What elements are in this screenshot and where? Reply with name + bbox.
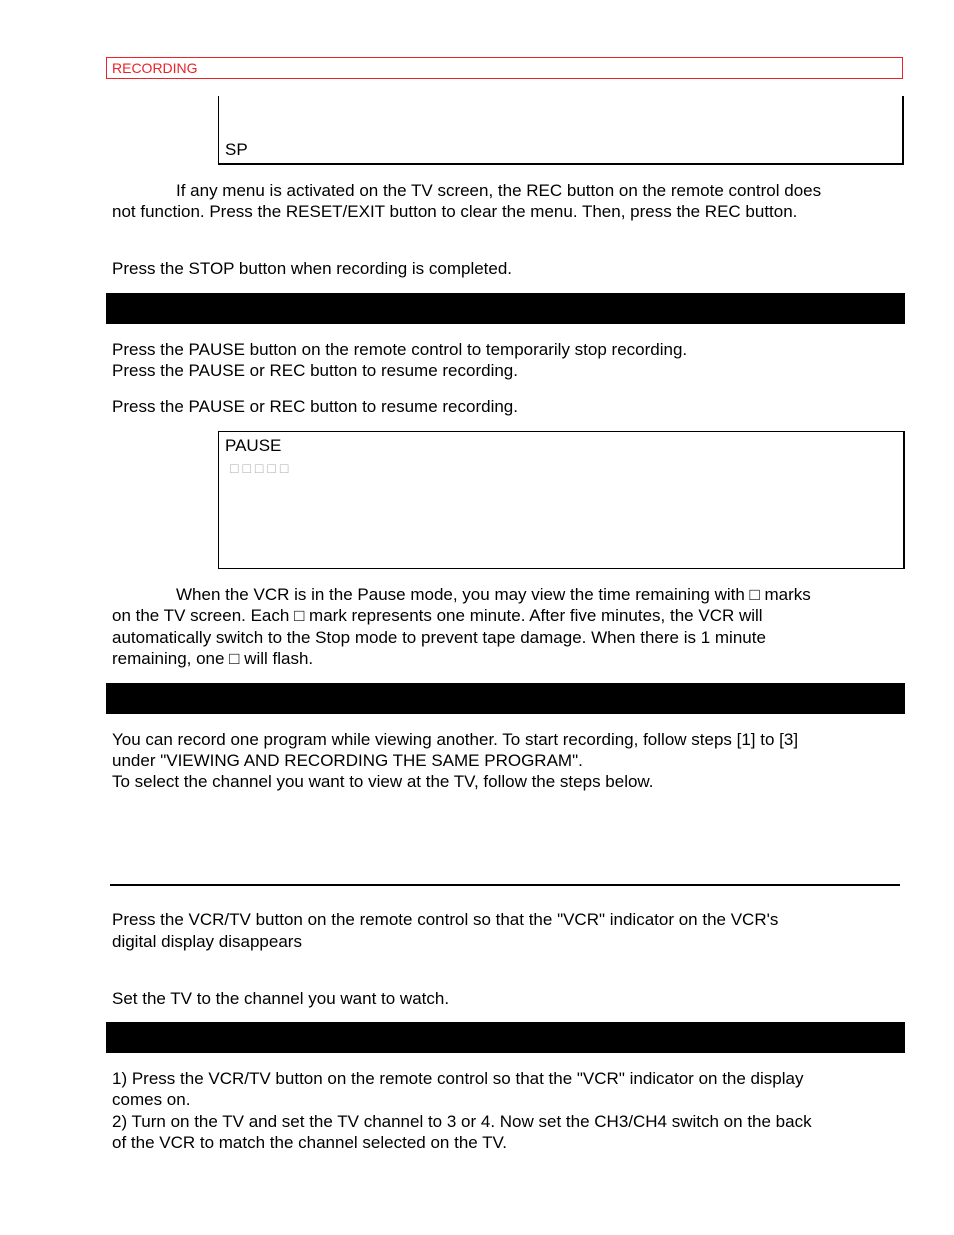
record-view-text: To select the channel you want to view at the TV, follow the steps below. xyxy=(112,772,654,791)
vcrtv-instruction: digital display disappears xyxy=(112,932,302,951)
horizontal-rule xyxy=(110,884,900,886)
record-view-text: under "VIEWING AND RECORDING THE SAME PROGRAM". xyxy=(112,751,583,770)
section-heading-bar xyxy=(106,683,905,714)
pause-instruction: Press the PAUSE button on the remote control to temporarily stop recording. xyxy=(112,340,688,359)
step-text: 1) Press the VCR/TV button on the remote control so that the "VCR" indicator on the display xyxy=(112,1069,804,1088)
section-heading-bar xyxy=(106,1022,905,1053)
menu-note-line: not function. Press the RESET/EXIT button to clear the menu. Then, press the REC button. xyxy=(112,202,798,221)
section-header-label: RECORDING xyxy=(112,60,198,76)
section-heading-bar xyxy=(106,293,905,324)
section-header-box xyxy=(106,57,903,79)
step-text: 2) Turn on the TV and set the TV channel to 3 or 4. Now set the CH3/CH4 switch on the back xyxy=(112,1112,812,1131)
step-text: comes on. xyxy=(112,1090,191,1109)
tape-speed-indicator: SP xyxy=(225,140,248,159)
vcrtv-instruction: Press the VCR/TV button on the remote control so that the "VCR" indicator on the VCR's xyxy=(112,910,779,929)
pause-mode-text: When the VCR is in the Pause mode, you may view the time remaining with □ marks xyxy=(176,585,811,604)
pause-instruction: Press the PAUSE or REC button to resume recording. xyxy=(112,361,518,380)
step-text: of the VCR to match the channel selected on the TV. xyxy=(112,1133,508,1152)
pause-mode-text: on the TV screen. Each □ mark represents one minute. After five minutes, the VCR will xyxy=(112,606,763,625)
pause-mode-text: remaining, one □ will flash. xyxy=(112,649,314,668)
tv-screen-pause-display xyxy=(218,431,905,569)
menu-note-line: If any menu is activated on the TV screen, the REC button on the remote control does xyxy=(176,181,822,200)
pause-instruction: Press the PAUSE or REC button to resume recording. xyxy=(112,397,518,416)
pause-label: PAUSE xyxy=(225,436,282,455)
stop-note: Press the STOP button when recording is completed. xyxy=(112,259,513,278)
record-view-text: You can record one program while viewing another. To start recording, follow steps [1] to [3] xyxy=(112,730,799,749)
set-tv-instruction: Set the TV to the channel you want to watch. xyxy=(112,989,450,1008)
pause-mode-text: automatically switch to the Stop mode to prevent tape damage. When there is 1 minute xyxy=(112,628,766,647)
tv-screen-display xyxy=(218,96,904,165)
pause-time-marks: □□□□□ xyxy=(230,460,293,476)
